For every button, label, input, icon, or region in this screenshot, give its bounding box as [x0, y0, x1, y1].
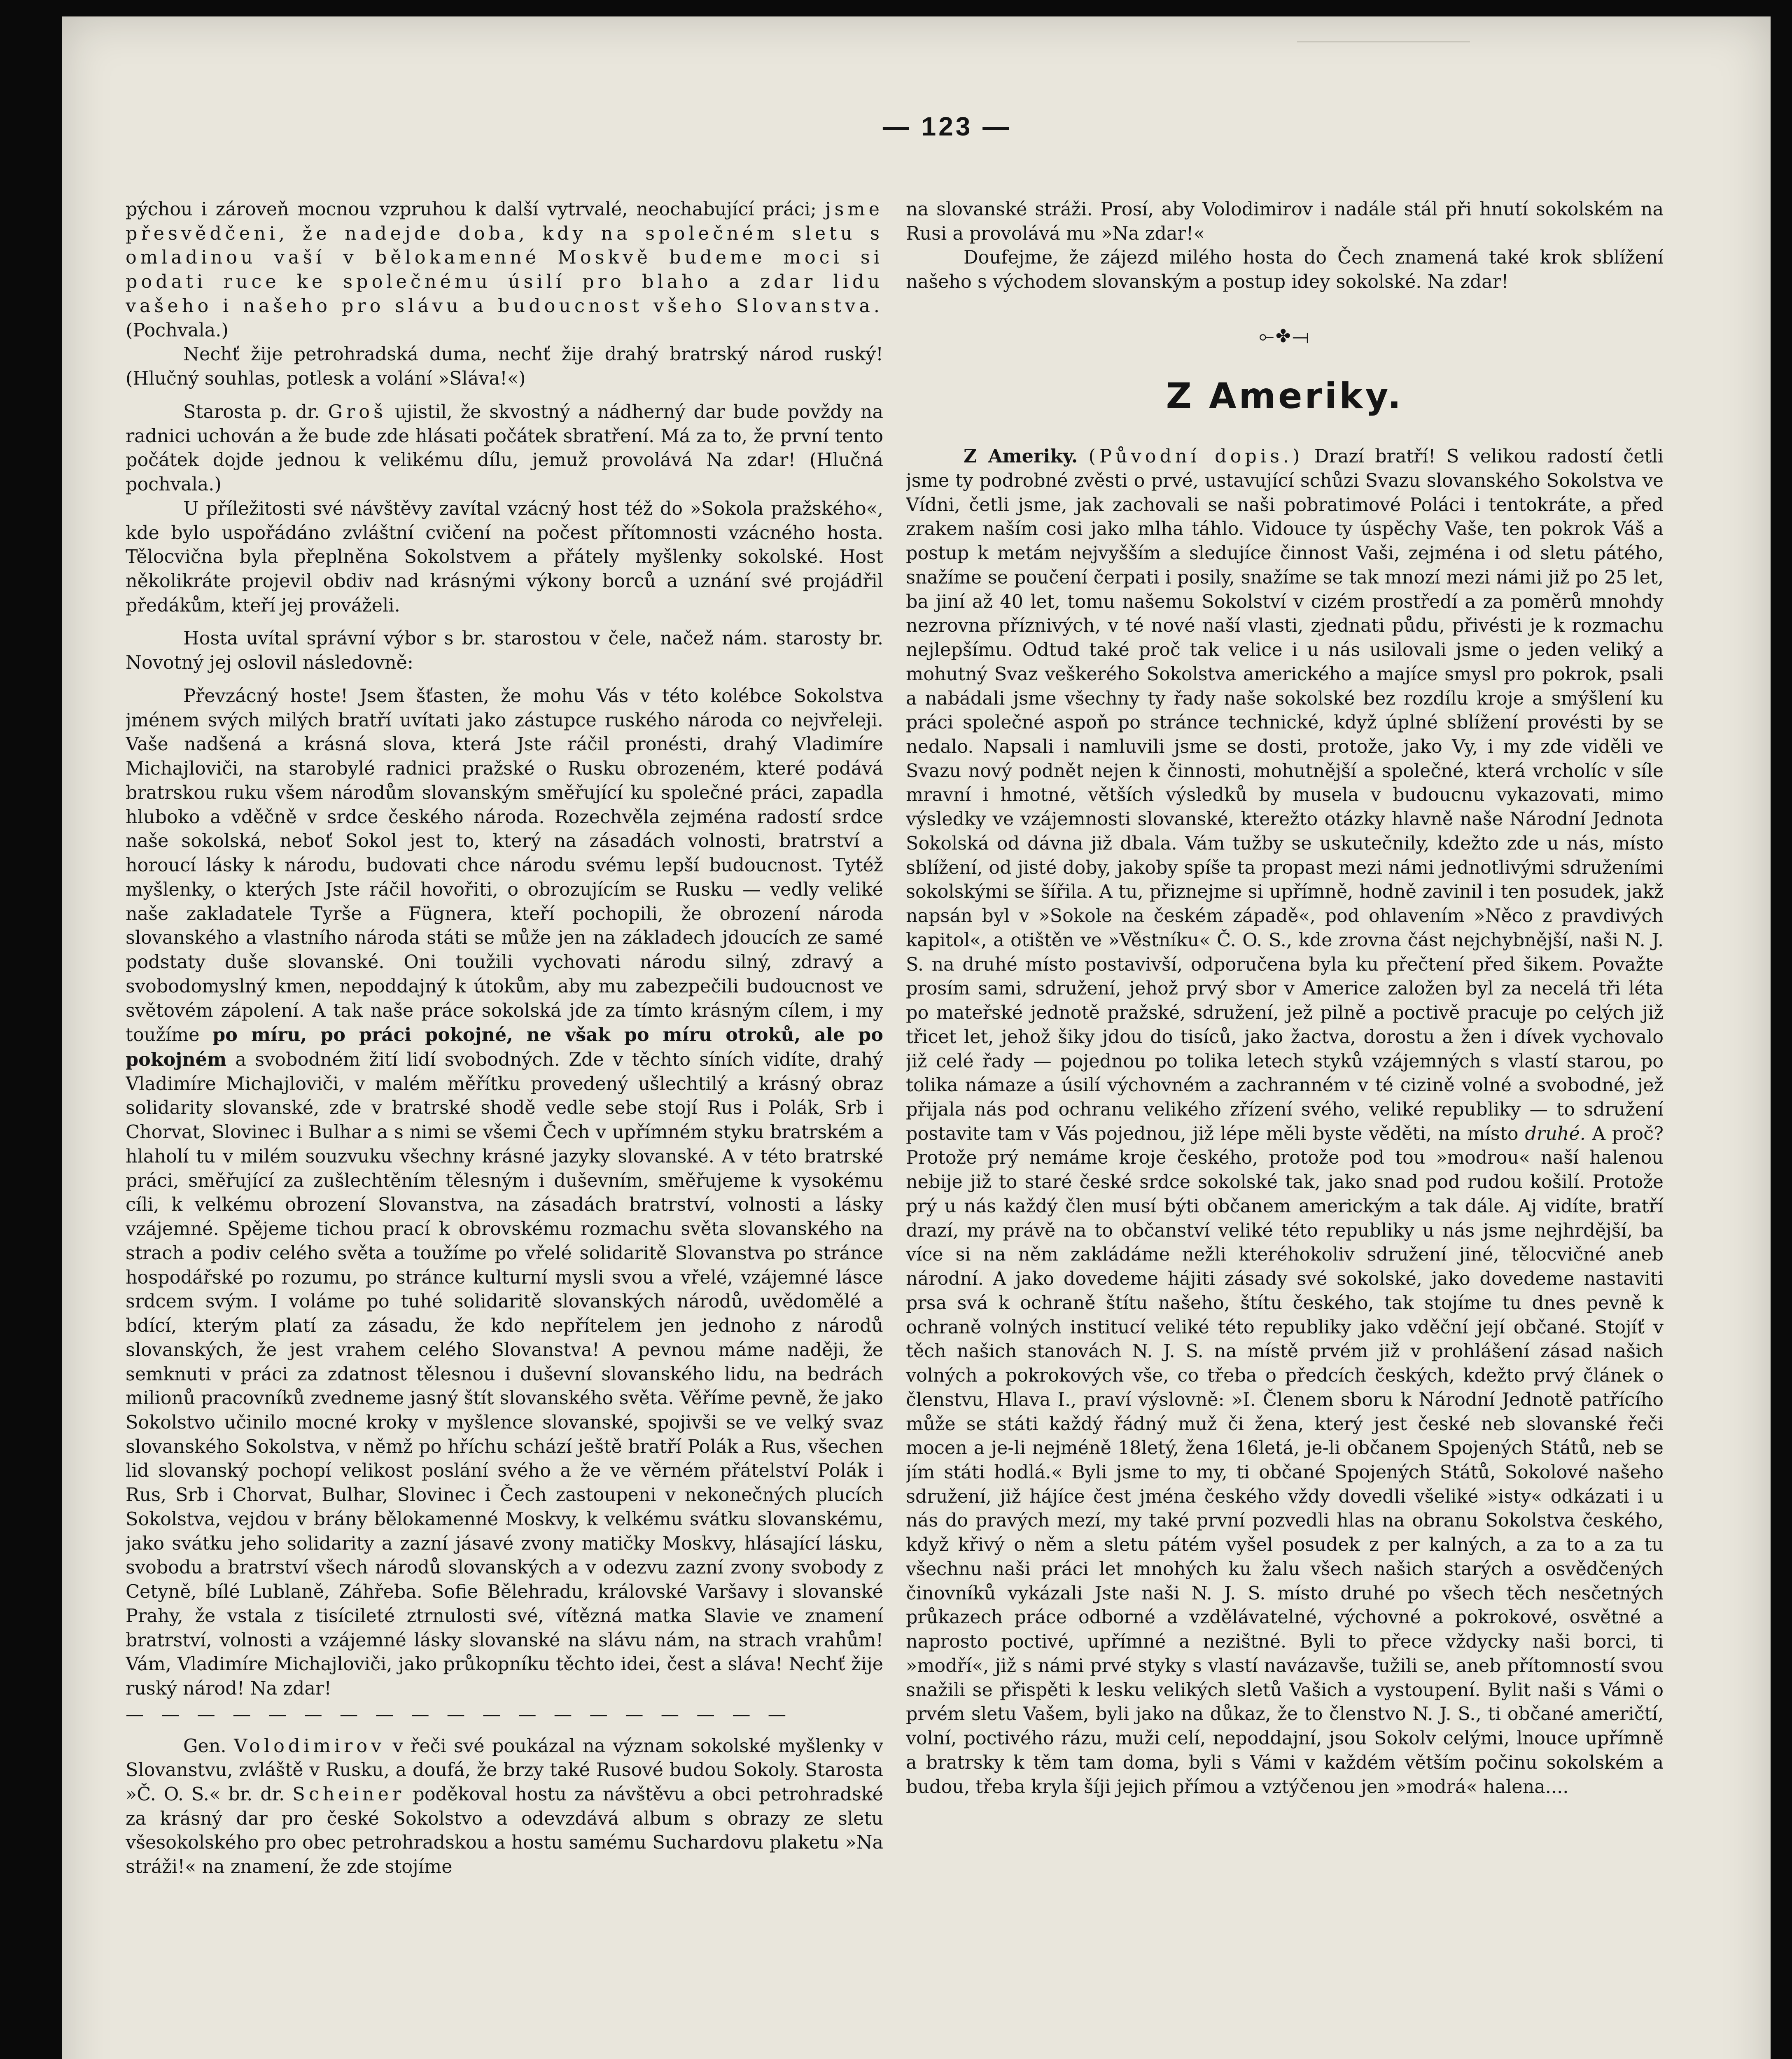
- paragraph: Doufejme, že zájezd milého hosta do Čech znamená také krok sblížení našeho s východem slovanským a postup idey sokolské. Na zdar!: [906, 247, 1664, 293]
- text: poděkoval hostu za návštěvu a obci petrohradské za krásný dar pro české Sokolstvo a odevzdává album s obrazy ze sletu všesokolského pro obec petrohradskou a hostu samému Suchardovu plaketu »Na stráži!« na znamení, že zde stojíme: [126, 1784, 883, 1878]
- bold-text: po míru, po práci pokojné, ne však po míru otroků, ale po pokojném: [126, 1024, 883, 1070]
- person-name: Scheiner: [292, 1784, 405, 1805]
- text: (Pochvala.): [126, 320, 229, 341]
- ornament-divider: ⟜✤⟞: [1259, 324, 1311, 347]
- right-column: [906, 198, 1664, 2059]
- section-title: Z Ameriky.: [1166, 375, 1404, 417]
- spaced-text: jsme přesvědčeni, že nadejde doba, kdy na společném sletu s omladinou vaší v bělokamenné Moskvě budeme moci si podati ruce ke společnému úsilí pro blaho a zdar lidu vašeho i našeho pro slávu a budoucnost všeho Slovanstva.: [126, 199, 883, 317]
- bold-lead: Z Ameriky.: [964, 446, 1078, 467]
- person-name: Groš: [328, 401, 387, 423]
- scan-artifact: [1297, 16, 1470, 42]
- dash-separator: — — — — — — — — — — — — — — — — — — —: [126, 1704, 792, 1725]
- text: a svobodném žití lidí svobodných. Zde v těchto síních vidíte, drahý Vladimíre Michajloviči, v malém měřítku provedený ušlechtilý a krásný obraz solidarity slovanské, zde v bratrské shodě vedle sebe stojí Rus i Polák, Srb i Chorvat, Slovinec i Bulhar a s nimi se všemi Čech v upřímném styku bratrském a hlaholí tu v milém souzvuku všechny krásné jazyky slovanské. A v této bratrské práci, směřující za zušlechtěním tělesným i duševním, směřujeme k vysokému cíli, k velkému obrození Slovanstva, na zásadách bratrství, volnosti a lásky vzájemné. Spějeme tichou prací k obrovskému rozmachu světa slovanského na strach a podiv celého světa a toužíme po vřelé solidaritě Slovanstva po stránce hospodářské po rozumu, po stránce kulturní mysli svou a vřelé, vzájemné lásce srdcem svým. I voláme po tuhé solidaritě slovanských národů, uvědomělé a bdící, kterým platí za zásadu, že kdo nepřítelem jen jednoho z národů slovanských, že jest vrahem celého Slovanstva! A pevnou máme naději, že semknuti v práci za zdatnost tělesnou i duševní slovanského lidu, na bedrách milionů pracovníků zvedneme jasný štít slovanského světa. Věříme pevně, že jako Sokolstvo učinilo mocné kroky v myšlence slovanské, spojivši se ve velký svaz slovanského Sokolstva, v němž po hříchu schází ještě bratří Polák a Rus, všechen lid slovanský pochopí velikost poslání svého a že ve věrném přátelství Polák i Rus, Srb i Chorvat, Bulhar, Slovinec i Čech zastoupeni v nekonečných plucích Sokolstva, vejdou v brány bělokamenné Moskvy, k velkému svátku slovanskému, jako svátku jeho solidarity a zazní jásavé zvony matičky Moskvy, hlásající lásku, svobodu a bratrství všech národů slovanských a v odezvu zazní zvony svobody z Cetyně, bílé Lublaně, Záhřeba. Sofie Bělehradu, královské Varšavy i slovanské Prahy, že vstala z tisícileté ztrnulosti své, vítězná matka Slavie ve znamení bratrství, volnosti a vzájemné lásky slovanské na slávu nám, na strach vrahům! Vám, Vladimíre Michajloviči, jako průkopníku těchto idei, čest a sláva! Nechť žije ruský národ! Na zdar!: [126, 1049, 883, 1699]
- text: Převzácný hoste! Jsem šťasten, že mohu Vás v této kolébce Sokolstva jménem svých milých bratří uvítati jako zástupce ruského národa co nejvřeleji. Vaše nadšená a krásná slova, která Jste ráčil pronésti, drahý Vladimíre Michajloviči, na starobylé radnici pražské o Rusku obrozeném, které podává bratrskou ruku všem národům slovanským směřující ku společné práci, zapadla hluboko a vděčně v srdce českého národa. Rozechvěla zejména radostí srdce naše sokolská, neboť Sokol jest to, který na zásadách volnosti, bratrství a horoucí lásky k národu, budovati chce národu svému lepší budoucnost. Tytéž myšlenky, o kterých Jste ráčil hovořiti, o obrozujícím se Rusku — vedly veliké naše zakladatele Tyrše a Fügnera, kteří pochopili, že obrození národa slovanského a vlastního národa státi se může jen na základech jdoucích ze samé podstaty duše slovanské. Oni toužili vychovati národu silný, zdravý a svobodomyslný kmen, nepoddajný k útokům, aby mu zabezpečili budoucnost ve světovém zápolení. A tak naše práce sokolská jde za tímto krásným cílem, i my toužíme: [126, 685, 883, 1046]
- left-column: [126, 198, 883, 2059]
- paragraph: U příležitosti své návštěvy zavítal vzácný host též do »Sokola pražského«, kde bylo uspořádáno zvláštní cvičení na počest přítomnosti vzácného hosta. Tělocvična byla přeplněna Sokolstvem a přátely myšlenky sokolské. Host několikráte projevil obdiv nad krásnými výkony borců a uznání své projádřil předákům, kteří jej prováželi.: [126, 498, 883, 616]
- spaced-text: (Původní dopis.): [1088, 446, 1304, 467]
- text: pýchou i zároveň mocnou vzpruhou k další vytrvalé, neochabující práci;: [126, 199, 817, 220]
- paragraph: [126, 400, 883, 497]
- text: Gen.: [183, 1735, 226, 1757]
- paragraph: [126, 1735, 883, 1879]
- paragraph: [126, 198, 883, 343]
- text: A proč? Protože prý nemáme kroje českého, protože pod tou »modrou« naší halenou nebije již to staré české srdce sokolské tak, jako snad pod rudou košilí. Protože prý u nás každý člen musí býti občanem americkým a tak dále. Aj vidíte, bratří drazí, my právě na to občanství veliké této republiky u nás jsme nejhrdější, ba více si na něm zakládáme nežli kteréhokoliv sdružení jiné, tělocvičné aneb národní. A jako dovedeme hájiti zásady své sokolské, jako dovedeme nastaviti prsa svá k ochraně štítu našeho, štítu českého, tak stojíme tu dnes pevně k ochraně volných institucí veliké této republiky jako vděční její občané. Stojíť v těch našich stanovách N. J. S. na místě prvém již v prohlášení zásad našich volných a pokrokových vše, co třeba o předcích českých, kdežto prvý článek o členstvu, Hlava I., praví výslovně: »I. Členem sboru k Národní Jednotě patřícího může se státi každý řádný muž či žena, který jest české neb slovanské řeči mocen a je-li nejméně 18letý, žena 16letá, je-li občanem Spojených Států, neb se jím státi hodlá.« Byli jsme to my, ti občané Spojených Států, Sokolové našeho sdružení, již hájíce čest jména českého vždy dovedli všeliké »isty« odkázati i u nás do pravých mezí, my také první pozvedli hlas na obranu Sokolstva českého, když křivý o něm a sletu pátém vyšel posudek z per kalných, a za to a za tu všechnu naši práci let mnohých ku žalu všech našich starých a osvědčených činovníků vykázali Jste naši N. J. S. místo druhé po všech těch nesčetných průkazech práce odborné a vzdělávatelné, výchovné a pokrokové, osvětné a naprosto poctivé, upřímné a nezištné. Byli to přece vždycky naši borci, ti »modří«, již s námi prvé styky s vlastí navázavše, tužili se, aneb přítomností svou snažili se přispěti k lesku velikých sletů Vašich a vystoupení. Bylit naši s Vámi o prvém sletu Vašem, byli jako na důkaz, že to členstvo N. J. S., ti občané američtí, volní, poctivého rázu, muži celí, nepoddajní, jsou Sokolv celými, lnouce upřímně a bratrsky k těm tam doma, byli s Vámi v každém větším počinu sokolském a budou, třeba kryla šíji jejich přímou a vztýčenou jen »modrá« halena....: [906, 1123, 1664, 1798]
- paragraph: Nechť žije petrohradská duma, nechť žije drahý bratrský národ ruský! (Hlučný souhlas, potlesk a volání »Sláva!«): [126, 344, 883, 390]
- text: Drazí bratří! S velikou radostí četli jsme ty podrobné zvěsti o prvé, ustavující schůzi Svazu slovanského Sokolstva ve Vídni, četli jsme, jak zachovali se naši pobratimové Poláci i tentokráte, a před zrakem naším cosi jako mlha táhlo. Vidouce ty úspěchy Vaše, ten pokrok Váš a postup k metám nejvyšším a sledujíce činnost Vaši, zejména i od sletu pátého, snažíme se poučení čerpati i posily, snažíme se tak mnozí mezi námi již po 25 let, ba jiní až 40 let, tomu našemu Sokolství v cizém prostředí a za poměrů mnohdy nezrovna příznivých, v té nové naší vlasti, zjednati půdu, přivésti je k rozmachu nejlepšímu. Odtud také proč tak velice i u nás usilovali jsme o jeden veliký a mohutný Svaz veškerého Sokolstva amerického a majíce smysl pro pokrok, psali a nabádali jsme všechny ty řady naše sokolské bez rozdílu kroje a smýšlení ku práci společné aspoň po stránce technické, když úplné sblížení provésti by se nedalo. Napsali i namluvili jsme se dosti, protože, jako Vy, i my zde viděli ve Svazu nový podnět nejen k činnosti, mohutnější a společné, která vrcholíc v síle mravní i hmotné, větších výsledků by musela v budoucnu vykazovati, mimo výsledky ve vzájemnosti slovanské, kterežto otázky hlavně naše Národní Jednota Sokolská od dávna již dbala. Vám tužby se uskutečnily, kdežto zde u nás, místo sblížení, od jisté doby, jakoby spíše ta propast mezi námi jednotlivými sdruženími sokolskými se šířila. A tu, přiznejme si upřímně, hodně zavinil i ten posudek, jakž napsán byl v »Sokole na českém západě«, pod ohlavením »Něco z pravdivých kapitol«, a otištěn ve »Věstníku« Č. O. S., kde zrovna část nejchybnější, naši N. J. S. na druhé místo postavivší, odporučena byla ku přečtení před šikem. Považte prosím sami, sdružení, jehož prvý sbor v Americe založen byl za necelá tři léta po mateřské jednotě pražské, sdružení, jež pilně a poctivě pracuje po celých již třicet let, jehož šiky jdou do tisíců, jako žactva, dorostu a žen i dívek vychovalo již celé řady — pojednou po tolika letech styků vzájemných s vlastí starou, po tolika námaze a úsilí výchovném a zachranném v té cizině volné a svobodné, jež přijala nás pod ochranu velikého zřízení svého, veliké republiky — to sdružení postavite tam v Vás pojednou, již lépe měli byste věděti, na místo: [906, 446, 1664, 1144]
- speech-paragraph: [126, 684, 883, 1701]
- person-name: Volodimirov: [234, 1735, 385, 1757]
- paragraph: na slovanské stráži. Prosí, aby Volodimirov i nadále stál při hnutí sokolském na Rusi a provolává mu »Na zdar!«: [906, 199, 1664, 244]
- text: ujistil, že skvostný a nádherný dar bude povždy na radnici uchován a že bude zde hlásati počátek sbratření. Má za to, že první tento počátek dojde jednou k velikému dílu, jemuž provolává Na zdar! (Hlučná pochvala.): [126, 401, 883, 495]
- text: Starosta p. dr.: [183, 401, 320, 423]
- italic-text: druhé.: [1525, 1123, 1586, 1144]
- page-number: — 123 —: [882, 112, 1012, 141]
- paragraph: Hosta uvítal správní výbor s br. starostou v čele, načež nám. starosty br. Novotný jej oslovil následovně:: [126, 628, 883, 674]
- document-page: [62, 16, 1771, 2059]
- paragraph: [906, 444, 1664, 1799]
- text: v řeči své poukázal na význam sokolské myšlenky v Slovanstvu, zvláště v Rusku, a doufá, že brzy také Rusové budou Sokoly. Starosta »Č. O. S.« br. dr.: [126, 1735, 883, 1805]
